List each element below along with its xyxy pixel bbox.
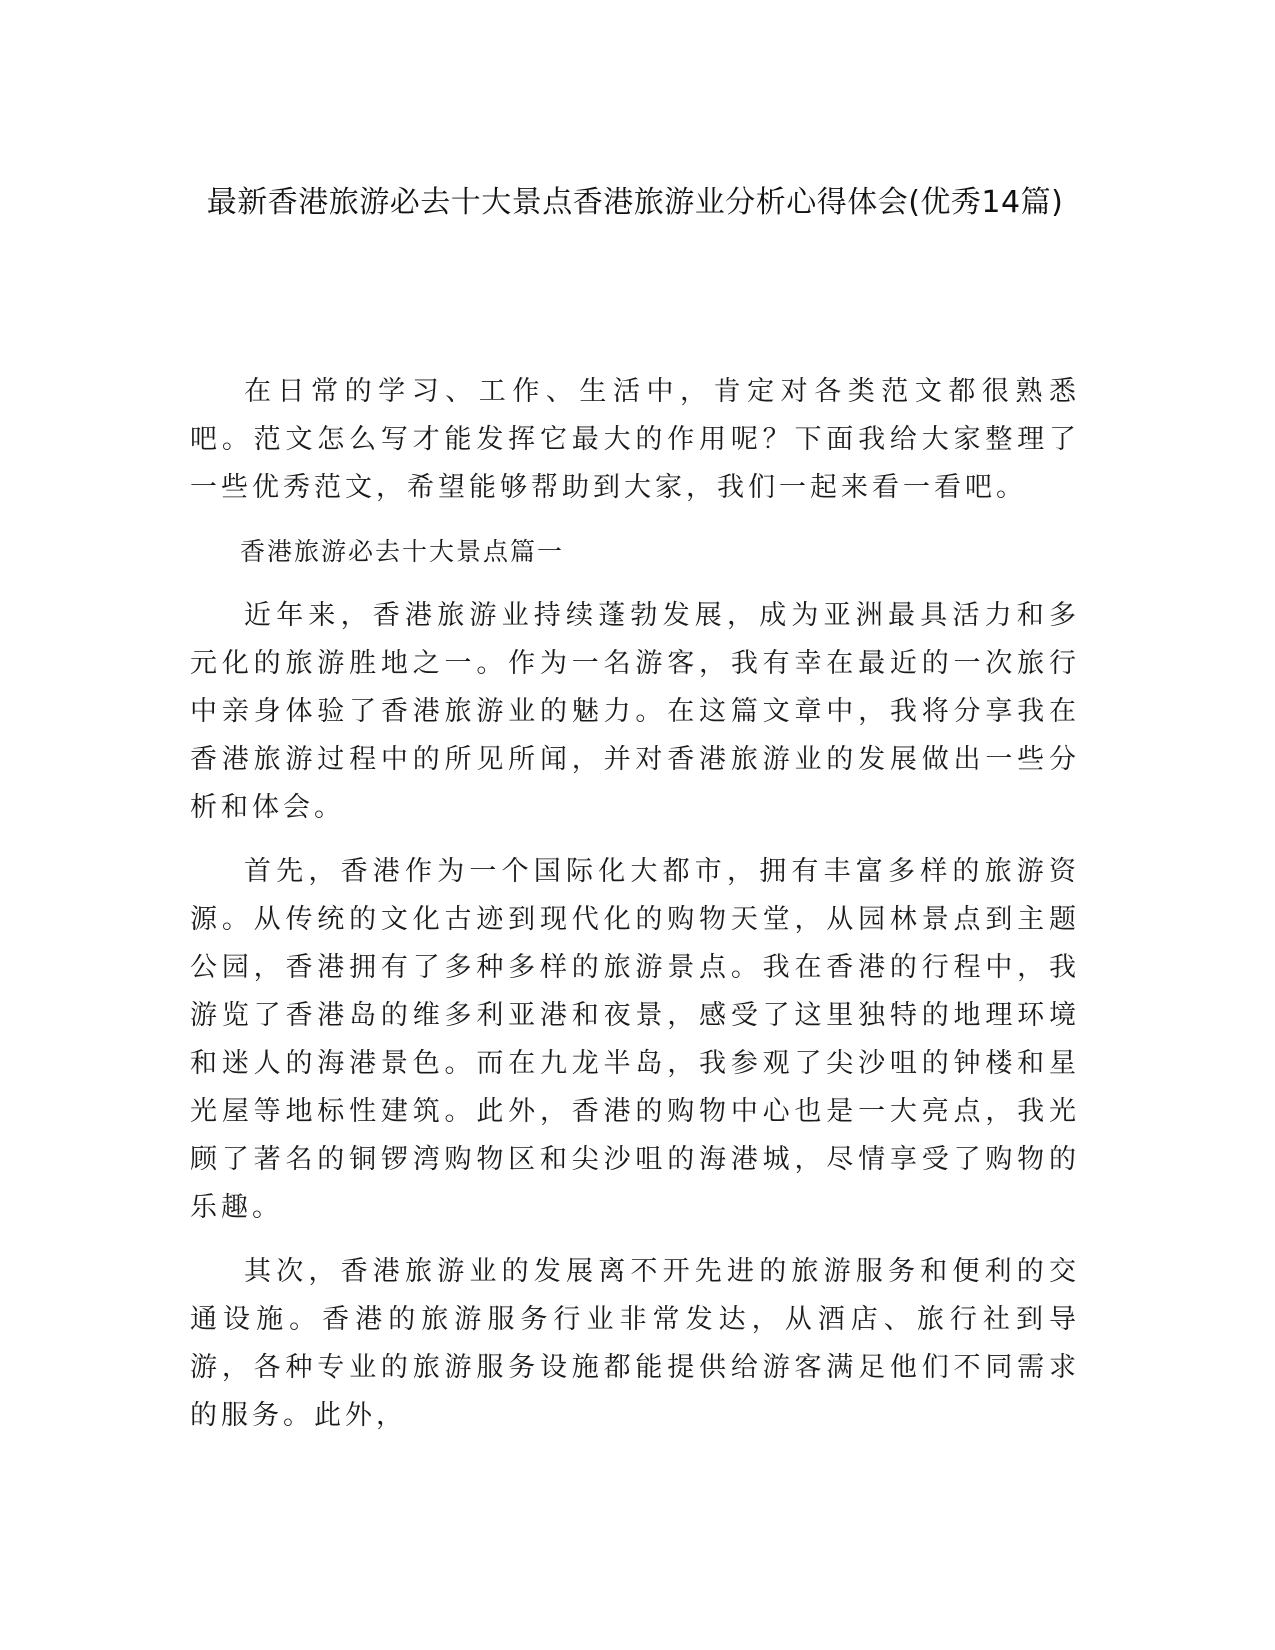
document-body [190,368,1080,1456]
body-paragraph-2: 首先，香港作为一个国际化大都市，拥有丰富多样的旅游资源。从传统的文化古迹到现代化的购物天堂，从园林景点到主题公园，香港拥有了多种多样的旅游景点。我在香港的行程中，我游览了香港岛的维多利亚港和夜景，感受了这里独特的地理环境和迷人的海港景色。而在九龙半岛，我参观了尖沙咀的钟楼和星光屋等地标性建筑。此外，香港的购物中心也是一大亮点，我光顾了著名的铜锣湾购物区和尖沙咀的海港城，尽情享受了购物的乐趣。 [190,856,1080,1223]
body-paragraph-1: 近年来，香港旅游业持续蓬勃发展，成为亚洲最具活力和多元化的旅游胜地之一。作为一名游客，我有幸在最近的一次旅行中亲身体验了香港旅游业的魅力。在这篇文章中，我将分享我在香港旅游过程中的所见所闻，并对香港旅游业的发展做出一些分析和体会。 [190,600,1080,823]
intro-paragraph: 在日常的学习、工作、生活中，肯定对各类范文都很熟悉吧。范文怎么写才能发挥它最大的作用呢？下面我给大家整理了一些优秀范文，希望能够帮助到大家，我们一起来看一看吧。 [190,376,1080,503]
document-title: 最新香港旅游必去十大景点香港旅游业分析心得体会(优秀14篇) [206,185,1064,220]
body-paragraph-3: 其次，香港旅游业的发展离不开先进的旅游服务和便利的交通设施。香港的旅游服务行业非常发达，从酒店、旅行社到导游，各种专业的旅游服务设施都能提供给游客满足他们不同需求的服务。此外， [190,1256,1080,1431]
section-heading: 香港旅游必去十大景点篇一 [240,537,565,566]
